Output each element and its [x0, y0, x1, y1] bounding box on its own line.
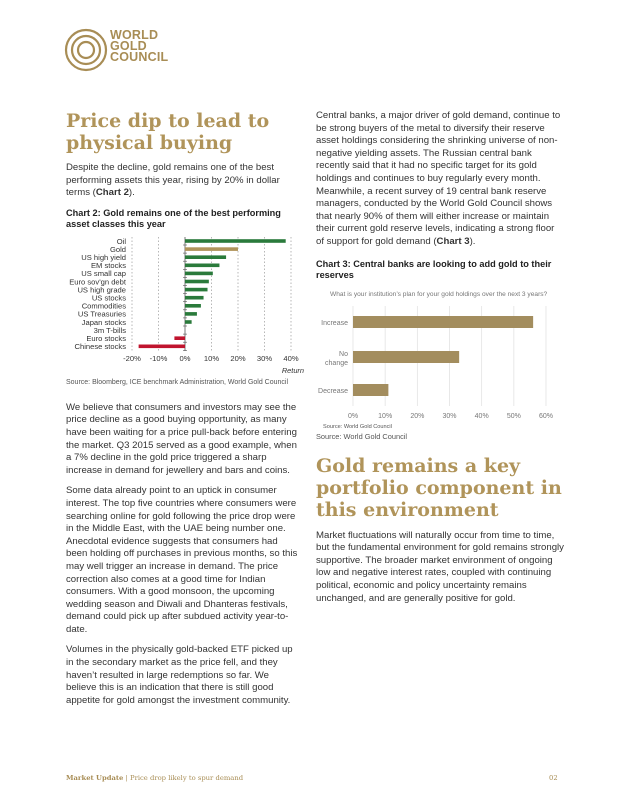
bar [185, 247, 238, 251]
bar [185, 263, 219, 267]
tick-label: 40% [283, 353, 299, 363]
chart2-title: Chart 2: Gold remains one of the best performing asset classes this year [66, 207, 281, 230]
category-label: change [325, 359, 348, 367]
left-column [66, 110, 304, 707]
category-label: US high grade [77, 285, 126, 295]
tick-label: 30% [442, 412, 457, 420]
paragraph: Market fluctuations will naturally occur from time to time, but the fundamental environment for gold remains strongly supportive. The broader market environment of ongoing low and negative interest rates, coupled with continuing political, economic and policy uncertainty remains unchanged, and are generally positive for gold. [316, 529, 564, 604]
tick-label: 0% [179, 353, 191, 363]
bar [185, 288, 208, 292]
bar [185, 296, 204, 300]
bar [185, 271, 213, 275]
category-label: Oil [116, 236, 126, 246]
tick-label: 30% [256, 353, 273, 363]
footer-title: Market Update [66, 774, 124, 782]
chart3-source: Source: World Gold Council [316, 431, 408, 441]
tick-label: 60% [538, 412, 554, 420]
bar [185, 279, 209, 283]
bar [353, 316, 533, 328]
category-label: Chinese stocks [74, 341, 126, 351]
category-label: Increase [321, 319, 348, 327]
tick-label: 40% [474, 412, 489, 420]
tick-label: 10% [203, 353, 220, 363]
tick-label: 20% [230, 353, 246, 363]
category-label: Euro sov'gn debt [69, 277, 126, 287]
bar [185, 320, 192, 324]
category-label: US stocks [91, 293, 126, 303]
chart2 [40, 233, 310, 375]
category-label: Japan stocks [81, 317, 126, 327]
category-label: Gold [109, 244, 126, 254]
section-heading: Price dip to lead to physical buying [66, 110, 270, 154]
paragraph: Central banks, a major driver of gold demand, continue to be strong buyers of the metal to diversify their reserve asset holdings considering the shrinking universe of non-negative yielding assets. The Russian central bank recently said that it had no specific target for its gold holdings and continues to buy regularly every month. Meanwhile, a recent survey of 19 central bank reserve managers, conducted by the World Gold Council shows that nearly 90% of them will either increase or maintain their current gold reserve levels, indicating a strong floor of support for gold demand (Chart 3). [316, 110, 561, 247]
category-label: EM stocks [90, 260, 126, 270]
tick-label: 10% [378, 412, 393, 420]
bar [353, 351, 459, 363]
tick-label: -10% [149, 353, 168, 363]
chart3 [310, 286, 590, 430]
footer-subtitle: Price drop likely to spur demand [130, 774, 244, 782]
category-label: Commodities [81, 301, 126, 311]
chart-source: Source: World Gold Council [323, 423, 392, 430]
category-label: Decrease [318, 387, 348, 395]
x-axis-label: Return [281, 365, 304, 375]
tick-label: -20% [123, 353, 141, 363]
category-label: US small cap [81, 268, 126, 278]
category-label: US high yield [81, 252, 126, 262]
bar [185, 312, 197, 316]
chart-subtitle: What is your institution’s plan for your gold holdings over the next 3 years? [330, 290, 548, 298]
logo-rings-icon [64, 28, 112, 72]
logo-text: COUNCIL [110, 50, 169, 64]
paragraph: Some data already point to an uptick in consumer interest. The top five countries where consumers were searching online for gold following the price drop were in the Middle East, with the UAE being number one. Anecdotal evidence suggests that consumers had been holding off purchases in previous months, so this may well trigger an increase in demand. The price correction also comes at a good time for Indian consumers. With a good monsoon, the upcoming wedding season and Diwali and Dhanteras festivals, demand could pick up after subdued activity year-to-date. [66, 485, 298, 635]
footer-separator: | [125, 774, 128, 782]
bar [185, 255, 226, 259]
chart2-source: Source: Bloomberg, ICE benchmark Administration, World Gold Council [66, 378, 289, 386]
category-label: No [339, 350, 348, 358]
category-label: Euro stocks [86, 333, 126, 343]
bar [185, 239, 286, 243]
paragraph: We believe that consumers and investors may see the price decline as a good buying opportunity, as many have been waiting for a price pull-back before entering the market. Q3 2015 served as a good example, when a 7% decline in the gold price triggered a sharp increase in demand for jewellery and bars and coins. [66, 401, 297, 476]
logo-text: WORLD [110, 28, 159, 42]
logo-text: GOLD [110, 39, 147, 53]
category-label: US Treasuries [77, 309, 126, 319]
bar [174, 336, 185, 340]
footer [66, 774, 243, 782]
intro-paragraph: Despite the decline, gold remains one of the best performing assets this year, rising by 20% in dollar terms (Chart 2). [66, 162, 280, 199]
category-label: 3m T-bills [93, 325, 126, 335]
chart3-title: Chart 3: Central banks are looking to add gold to their reserves [316, 258, 552, 281]
right-column [316, 110, 564, 605]
bar [185, 304, 201, 308]
bar [139, 344, 185, 348]
tick-label: 50% [506, 412, 521, 420]
page-number: 02 [549, 774, 558, 782]
tick-label: 0% [347, 412, 359, 420]
paragraph: Volumes in the physically gold-backed ETF picked up in the secondary market as the price fell, and they haven’t resulted in large redemptions so far. We believe this is an indication that there is still good appetite for gold amongst the investment community. [66, 644, 293, 706]
bar [353, 384, 388, 396]
section-heading: Gold remains a key portfolio component in this environment [316, 454, 562, 521]
tick-label: 20% [410, 412, 425, 420]
